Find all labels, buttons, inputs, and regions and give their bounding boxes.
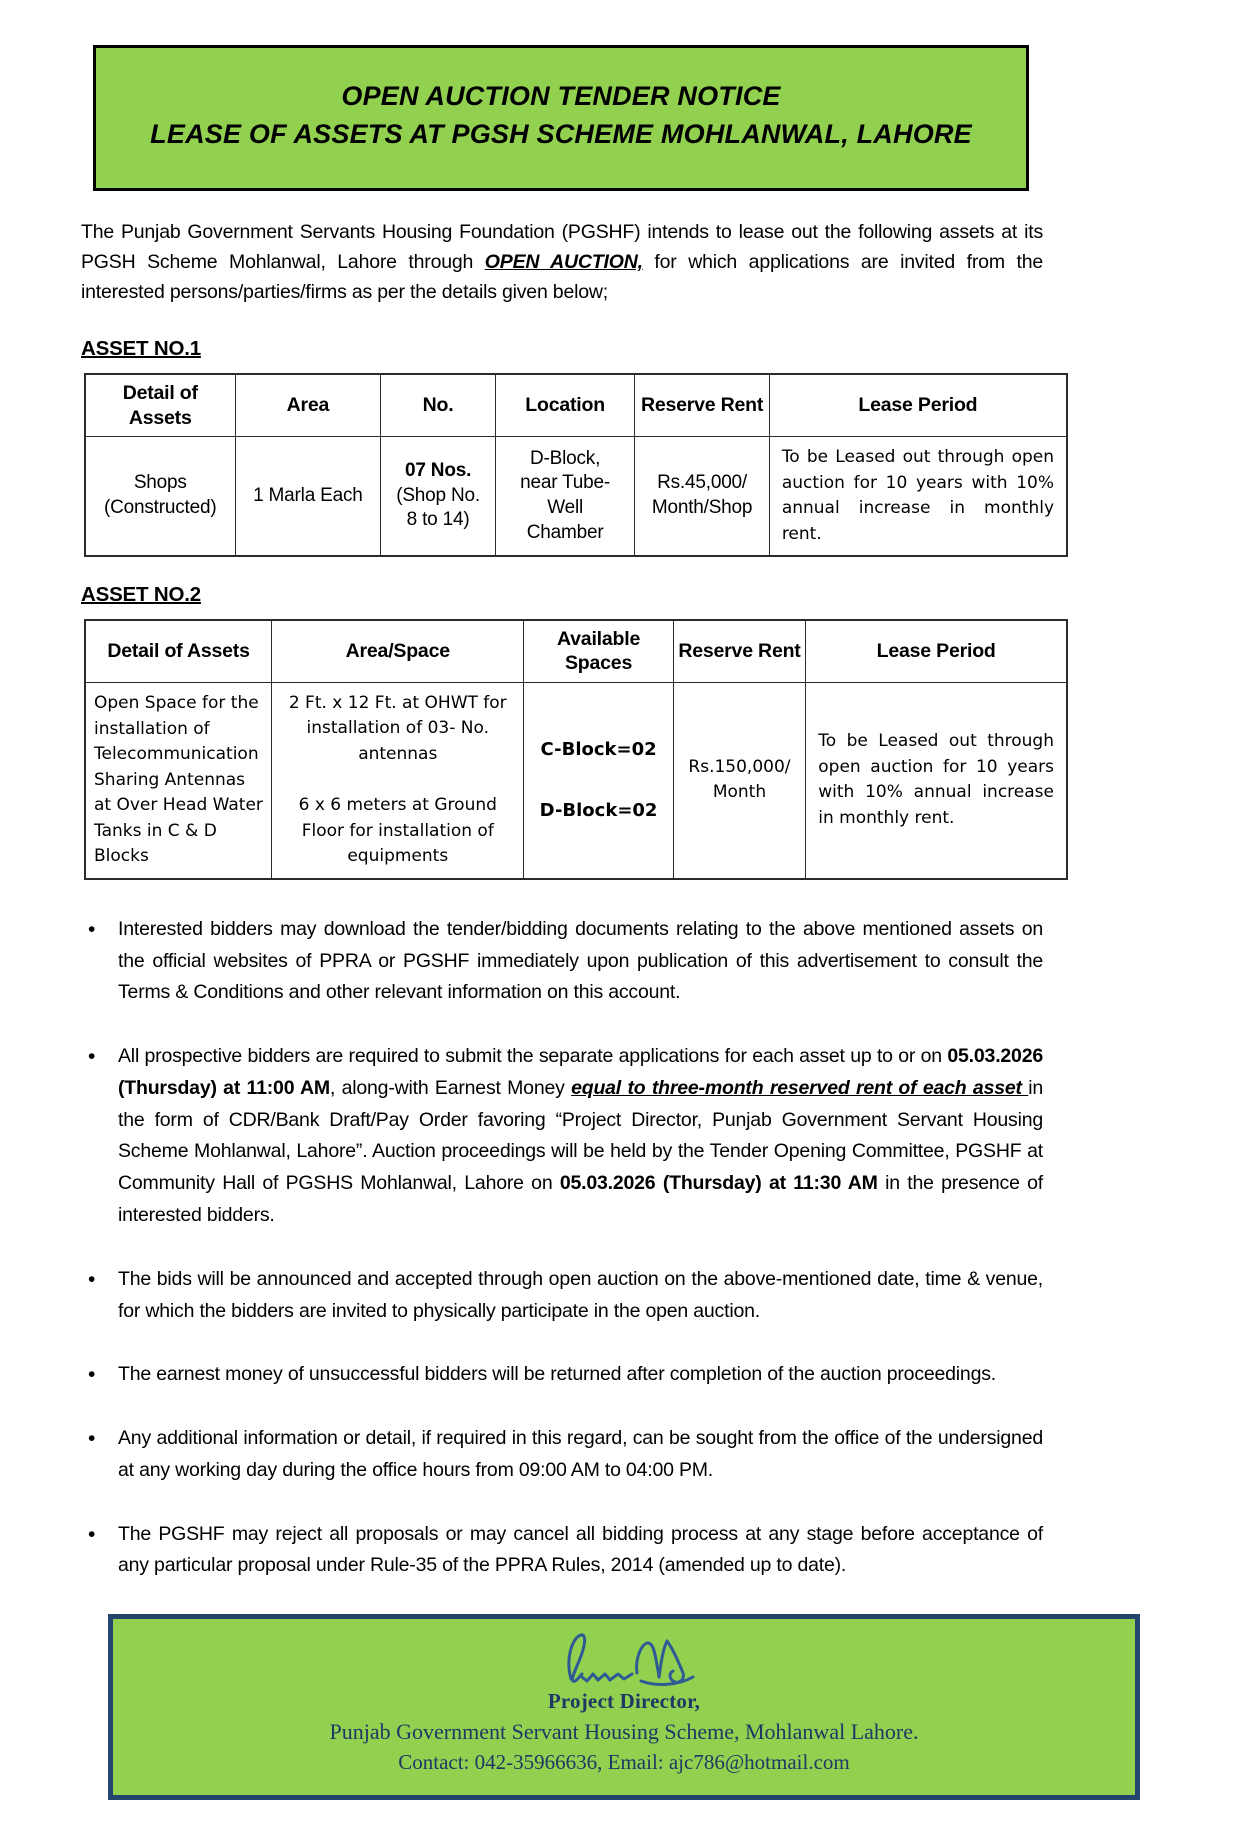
asset2-table [84,619,1068,880]
asset2-data-row [85,682,1067,879]
asset2-col-lease: Lease Period [806,620,1067,682]
notice-title-line2: LEASE OF ASSETS AT PGSH SCHEME MOHLANWAL, LAHORE [150,118,972,149]
asset1-no-range: (Shop No. 8 to 14) [396,484,480,531]
bullet-download-documents [81,914,1043,1009]
signature-box [108,1614,1140,1800]
bullet-additional-information [81,1423,1043,1487]
bullet-earnest-money-return [81,1359,1043,1391]
asset2-col-area: Area/Space [272,620,524,682]
asset2-area-cell [272,682,524,879]
asset2-heading: ASSET NO.2 [81,583,201,606]
asset1-detail-cell: Shops (Constructed) [85,437,235,557]
asset2-lease-cell: To be Leased out through open auction for 10 years with 10% annual increase in monthly rent. [806,682,1067,879]
asset2-area-item-1: 2 Ft. x 12 Ft. at OHWT for installation of 03- No. antennas [288,692,507,764]
asset2-col-rent: Reserve Rent [673,620,806,682]
asset1-no-count: 07 Nos. [404,459,472,481]
intro-text-1: The Punjab Government Servants Housing Foundation (PGSHF) intends to lease out the following assets at its PGSH Scheme Mohlanwal, Lahore through [81,220,1043,273]
bullet2-deadline-datetime: 05.03.2026 (Thursday) at 11:00 AM [118,1045,1043,1099]
intro-open-auction-emphasis: OPEN AUCTION, [484,250,643,273]
bullet-submission-deadline [81,1041,1043,1232]
asset1-area-cell: 1 Marla Each [235,437,381,557]
asset2-col-detail: Detail of Assets [85,620,272,682]
title-banner [93,45,1029,191]
contact-info: Contact: 042-35966636, Email: ajc786@hotmail.com [398,1750,850,1775]
bullet-bid-announcement [81,1264,1043,1328]
asset2-detail-cell: Open Space for the installation of Telecommunication Sharing Antennas at Over Head Water Tanks in C & D Blocks [85,682,272,879]
asset1-heading: ASSET NO.1 [81,337,201,361]
terms-bullet-list [81,914,1043,1583]
intro-text-2: for which applications are invited from the interested persons/parties/firms as per the details given below; [81,250,1044,304]
bullet-download-documents-text: Interested bidders may download the tender/bidding documents relating to the above mentioned assets on the official websites of PPRA or PGSHF immediately upon publication of this advertisement to consult the Terms & Conditions and other relevant information on this account. [118,917,1043,1004]
asset1-rent-cell: Rs.45,000/ Month/Shop [635,437,770,557]
asset2-header-row [85,620,1067,682]
bullet2-text-1: All prospective bidders are required to submit the separate applications for each asset up to or on [118,1045,948,1068]
asset1-table [84,373,1068,557]
bullet-rejection-rights-text: The PGSHF may reject all proposals or may cancel all bidding process at any stage before acceptance of any particular proposal under Rule-35 of the PPRA Rules, 2014 (amended up to date). [118,1522,1043,1577]
asset2-col-spaces: Available Spaces [524,620,673,682]
bullet2-text-4: in the presence of interested bidders. [118,1172,1043,1226]
asset2-spaces-c-block: C-Block=02 [540,739,657,761]
asset1-col-lease: Lease Period [769,374,1067,436]
signatory-title: Project Director, [547,1689,701,1714]
notice-title-line1: OPEN AUCTION TENDER NOTICE [341,81,781,111]
asset2-rent-cell: Rs.150,000/ Month [673,682,806,879]
bullet2-text-2: , along-with Earnest Money [329,1076,572,1099]
asset1-col-no: No. [381,374,496,436]
signature-image [529,1627,719,1693]
asset2-spaces-d-block: D-Block=02 [539,800,658,822]
asset1-location-cell: D-Block, near Tube-Well Chamber [495,437,634,557]
bullet-additional-information-text: Any additional information or detail, if required in this regard, can be sought from the office of the undersigned at any working day during the office hours from 09:00 AM to 04:00 PM. [118,1427,1043,1481]
asset1-col-detail: Detail of Assets [85,374,235,436]
intro-paragraph [81,217,1043,308]
asset1-lease-cell: To be Leased out through open auction for 10 years with 10% annual increase in monthly rent. [769,437,1067,557]
bullet2-auction-datetime: 05.03.2026 (Thursday) at 11:30 AM [559,1172,878,1195]
asset1-col-location: Location [495,374,634,436]
asset1-no-cell [381,437,496,557]
bullet-earnest-money-return-text: The earnest money of unsuccessful bidders will be returned after completion of the auction proceedings. [118,1363,996,1386]
signatory-organization: Punjab Government Servant Housing Scheme, Mohlanwal Lahore. [329,1719,919,1745]
asset2-spaces-cell [524,682,673,879]
bullet2-earnest-money-emphasis: equal to three-month reserved rent of each asset [571,1076,1029,1099]
asset1-col-rent: Reserve Rent [635,374,770,436]
bullet2-text-3: in the form of CDR/Bank Draft/Pay Order favoring “Project Director, Punjab Government Servant Housing Scheme Mohlanwal, Lahore”. Auction proceedings will be held by the Tender Opening Committee, PGSHF at Community Hall of PGSHS Mohlanwal, Lahore on [118,1076,1043,1195]
bullet-bid-announcement-text: The bids will be announced and accepted through open auction on the above-mentioned date, time & venue, for which the bidders are invited to physically participate in the open auction. [118,1267,1043,1322]
asset2-area-item-2: 6 x 6 meters at Ground Floor for installation of equipments [298,795,497,867]
asset1-data-row [85,437,1067,557]
asset1-col-area: Area [235,374,381,436]
bullet-rejection-rights [81,1519,1043,1583]
asset1-header-row [85,374,1067,436]
